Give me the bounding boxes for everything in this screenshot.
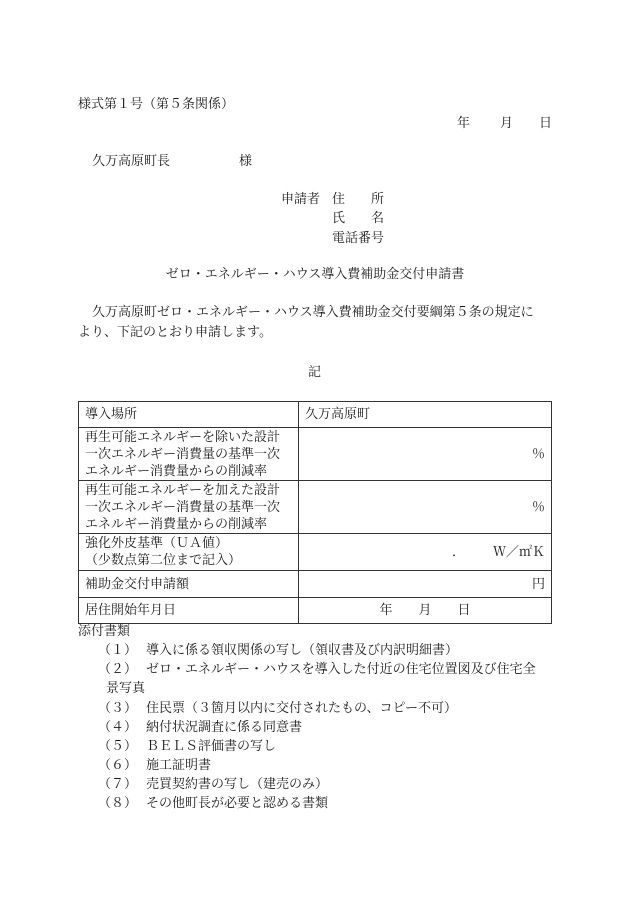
- residence-day-label: 日: [457, 603, 471, 618]
- body-line-2: より、下記のとおり申請します。: [78, 325, 272, 340]
- application-table: [78, 401, 552, 624]
- ki-heading: 記: [308, 365, 322, 380]
- date-year-label: 年: [457, 116, 471, 131]
- form-number: 様式第１号（第５条関係）: [78, 97, 235, 112]
- attachment-text: 納付状況調査に係る同意書: [146, 720, 303, 735]
- applicant-address-label: 住 所: [332, 192, 385, 207]
- addressee-honorific: 様: [239, 154, 253, 169]
- applicant-phone-label: 電話番号: [332, 231, 385, 246]
- ua-value-label: [79, 534, 299, 571]
- body-line-1: 久万高原町ゼロ・エネルギー・ハウス導入費補助金交付要綱第５条の規定に: [92, 305, 534, 320]
- ua-value-unit: Ｗ／㎡Ｋ: [492, 544, 545, 560]
- residence-start-date: [299, 598, 552, 624]
- attachment-item: [98, 797, 328, 810]
- installation-place-value: 久万高原町: [299, 402, 552, 428]
- row-installation-place: [79, 402, 552, 428]
- reduction-excluding-line-2: 一次エネルギー消費量の基準一次: [85, 446, 281, 462]
- reduction-including-unit: ％: [299, 481, 552, 534]
- date-day-label: 日: [539, 116, 553, 131]
- attachment-text: 導入に係る領収関係の写し（領収書及び内訳明細書）: [146, 643, 459, 658]
- row-subsidy-amount: [79, 571, 552, 598]
- attachment-text-continuation: 景写真: [106, 681, 146, 696]
- row-residence-start: [79, 598, 552, 624]
- reduction-including-label: [79, 481, 299, 534]
- row-reduction-excluding: [79, 428, 552, 481]
- attachment-item: [98, 778, 328, 791]
- attachment-text: ゼロ・エネルギー・ハウスを導入した付近の住宅位置図及び住宅全: [146, 662, 536, 677]
- subsidy-amount-unit: 円: [299, 571, 552, 598]
- residence-month-label: 月: [418, 603, 432, 618]
- reduction-including-line-3: エネルギー消費量からの削減率: [85, 516, 268, 532]
- attachment-item: [98, 759, 211, 772]
- attachment-text: その他町長が必要と認める書類: [146, 796, 329, 811]
- document-title: ゼロ・エネルギー・ハウス導入費補助金交付申請書: [165, 267, 465, 282]
- attachment-item: [98, 644, 458, 657]
- applicant-name-label: 氏 名: [332, 211, 385, 226]
- attachment-number: （３）: [98, 701, 138, 716]
- attachment-number: （１）: [98, 643, 138, 658]
- attachment-text: 住民票（３箇月以内に交付されたもの、コピー不可）: [146, 701, 457, 716]
- ua-value-dot: ．: [451, 544, 465, 560]
- date-month-label: 月: [500, 116, 514, 131]
- attachment-text: 売買契約書の写し（建売のみ）: [146, 777, 329, 792]
- residence-year-label: 年: [379, 603, 393, 618]
- row-ua-value: [79, 534, 552, 571]
- attachment-number: （８）: [98, 796, 138, 811]
- ua-value-cell: [299, 534, 552, 571]
- attachment-item: [98, 721, 302, 734]
- attachments-heading: 添付書類: [78, 624, 131, 639]
- attachment-text: 施工証明書: [146, 758, 212, 773]
- attachment-item: [98, 702, 457, 715]
- reduction-including-line-2: 一次エネルギー消費量の基準一次: [85, 499, 281, 515]
- attachment-text: ＢＥＬＳ評価書の写し: [146, 739, 277, 754]
- ua-value-line-1: 強化外皮基準（ＵＡ値）: [85, 536, 229, 551]
- attachment-number: （６）: [98, 758, 138, 773]
- installation-place-label: 導入場所: [79, 402, 299, 428]
- attachment-number: （７）: [98, 777, 138, 792]
- row-reduction-including: [79, 481, 552, 534]
- reduction-excluding-line-1: 再生可能エネルギーを除いた設計: [85, 429, 281, 445]
- residence-start-label: 居住開始年月日: [79, 598, 299, 624]
- attachment-number: （５）: [98, 739, 138, 754]
- attachment-item: [98, 740, 276, 753]
- attachment-number: （４）: [98, 720, 138, 735]
- reduction-excluding-label: [79, 428, 299, 481]
- reduction-excluding-unit: ％: [299, 428, 552, 481]
- ua-value-line-2: （少数点第二位まで記入）: [85, 553, 242, 568]
- reduction-including-line-1: 再生可能エネルギーを加えた設計: [85, 482, 281, 498]
- applicant-label: 申請者: [281, 192, 321, 207]
- attachment-item: [98, 663, 536, 676]
- attachment-number: （２）: [98, 662, 138, 677]
- subsidy-amount-label: 補助金交付申請額: [79, 571, 299, 598]
- addressee: 久万高原町長: [92, 154, 171, 169]
- reduction-excluding-line-3: エネルギー消費量からの削減率: [85, 463, 268, 479]
